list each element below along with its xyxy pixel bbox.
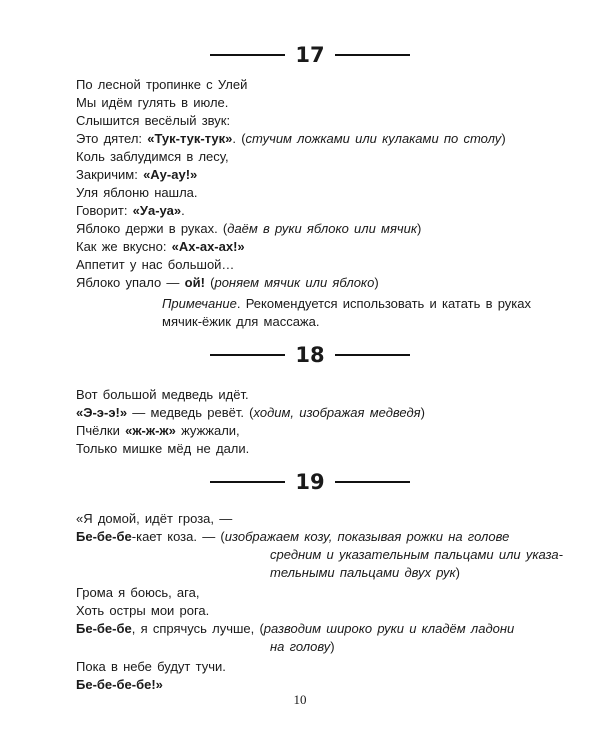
verse-text: Яблоко упало —: [76, 275, 185, 290]
verse-text: ): [330, 639, 335, 654]
header-rule-right: [335, 354, 410, 356]
section-number: 18: [295, 343, 325, 367]
header-rule-left: [210, 54, 285, 56]
poem-line: [76, 404, 425, 422]
note-line-2: [162, 313, 319, 331]
sound-word: Бе-бе-бе: [76, 621, 132, 636]
verse-text: Мы идём гулять в июле.: [76, 95, 229, 110]
verse-text: Хоть остры мои рога.: [76, 603, 210, 618]
stage-direction: изображаем козу, показывая рожки на голове: [224, 529, 510, 544]
verse-text: Уля яблоню нашла.: [76, 185, 198, 200]
stage-direction: разводим широко руки и кладём ладони: [263, 621, 515, 636]
section-18-header: [210, 339, 410, 371]
note-text-2: мячик-ёжик для массажа.: [162, 314, 320, 329]
verse-text: Коль заблудимся в лесу,: [76, 149, 229, 164]
poem-line: [76, 112, 230, 130]
verse-text: — медведь ревёт. (: [127, 405, 254, 420]
poem-line: [76, 220, 421, 238]
header-rule-left: [210, 354, 285, 356]
poem-line: [76, 256, 234, 274]
verse-text: ): [374, 275, 379, 290]
verse-text: ): [455, 565, 460, 580]
verse-text: «Я домой, идёт гроза, —: [76, 511, 233, 526]
stage-direction: на голову: [270, 639, 331, 654]
sound-word: «Ах-ах-ах!»: [171, 239, 245, 254]
verse-text: Как же вкусно:: [76, 239, 172, 254]
stage-direction: даём в руки яблоко или мячик: [227, 221, 417, 236]
verse-text: . (: [232, 131, 246, 146]
sound-word: «Ау-ау!»: [143, 167, 198, 182]
verse-text: Говорит:: [76, 203, 133, 218]
stage-direction: ходим, изображая медведя: [253, 405, 421, 420]
stage-direction: средним и указательным пальцами или указа-: [270, 547, 563, 562]
poem-line: [76, 422, 240, 440]
sound-word: Бе-бе-бе: [76, 529, 132, 544]
stage-direction: тельными пальцами двух рук: [270, 565, 456, 580]
verse-text: Пока в небе будут тучи.: [76, 659, 226, 674]
poem-line: [270, 546, 563, 564]
poem-line: [76, 386, 249, 404]
header-rule-right: [335, 54, 410, 56]
stage-direction: стучим ложками или кулаками по столу: [245, 131, 502, 146]
poem-line: [76, 620, 514, 638]
poem-line: [76, 584, 199, 602]
verse-text: Слышится весёлый звук:: [76, 113, 231, 128]
sound-word: «Э-э-э!»: [76, 405, 128, 420]
poem-line: [76, 440, 249, 458]
verse-text: Аппетит у нас большой…: [76, 257, 235, 272]
poem-line: [76, 148, 229, 166]
verse-text: Вот большой медведь идёт.: [76, 387, 249, 402]
poem-line: [76, 528, 509, 546]
poem-line: [76, 76, 247, 94]
sound-word: Бе-бе-бе-бе!»: [76, 677, 163, 692]
poem-line: [270, 564, 460, 582]
poem-line: [76, 238, 245, 256]
header-rule-right: [335, 481, 410, 483]
poem-line: [76, 166, 197, 184]
poem-line: [76, 202, 185, 220]
poem-line: [76, 510, 232, 528]
verse-text: (: [204, 275, 215, 290]
section-number: 19: [295, 470, 325, 494]
note-text-1: . Рекомендуется использовать и катать в руках: [236, 296, 532, 311]
poem-line: [76, 130, 506, 148]
header-rule-left: [210, 481, 285, 483]
sound-word: ой!: [184, 275, 205, 290]
verse-text: Закричим:: [76, 167, 144, 182]
poem-line: [76, 602, 209, 620]
sound-word: «Уа-уа»: [132, 203, 182, 218]
verse-text: , я спрячусь лучше, (: [131, 621, 264, 636]
page-number: 10: [293, 692, 307, 707]
section-19-header: [210, 466, 410, 498]
section-number: 17: [295, 43, 325, 67]
verse-text: Грома я боюсь, ага,: [76, 585, 200, 600]
verse-text: ): [420, 405, 425, 420]
verse-text: ): [416, 221, 422, 236]
note-label: Примечание: [162, 296, 237, 311]
poem-line: [76, 184, 198, 202]
verse-text: -кает коза. — (: [131, 529, 225, 544]
note-line-1: [162, 295, 531, 313]
poem-line: [270, 638, 335, 656]
poem-line: [76, 94, 228, 112]
sound-word: «ж-ж-ж»: [125, 423, 176, 438]
section-17-header: [210, 39, 410, 71]
verse-text: Только мишке мёд не дали.: [76, 441, 250, 456]
stage-direction: роняем мячик или яблоко: [214, 275, 375, 290]
verse-text: жужжали,: [175, 423, 240, 438]
verse-text: Это дятел:: [76, 131, 148, 146]
sound-word: «Тук-тук-тук»: [147, 131, 233, 146]
poem-line: [76, 274, 379, 292]
verse-text: По лесной тропинке с Улей: [76, 77, 248, 92]
verse-text: ): [501, 131, 506, 146]
verse-text: Яблоко держи в руках. (: [76, 221, 228, 236]
verse-text: .: [181, 203, 185, 218]
verse-text: Пчёлки: [76, 423, 126, 438]
poem-line: [76, 658, 226, 676]
